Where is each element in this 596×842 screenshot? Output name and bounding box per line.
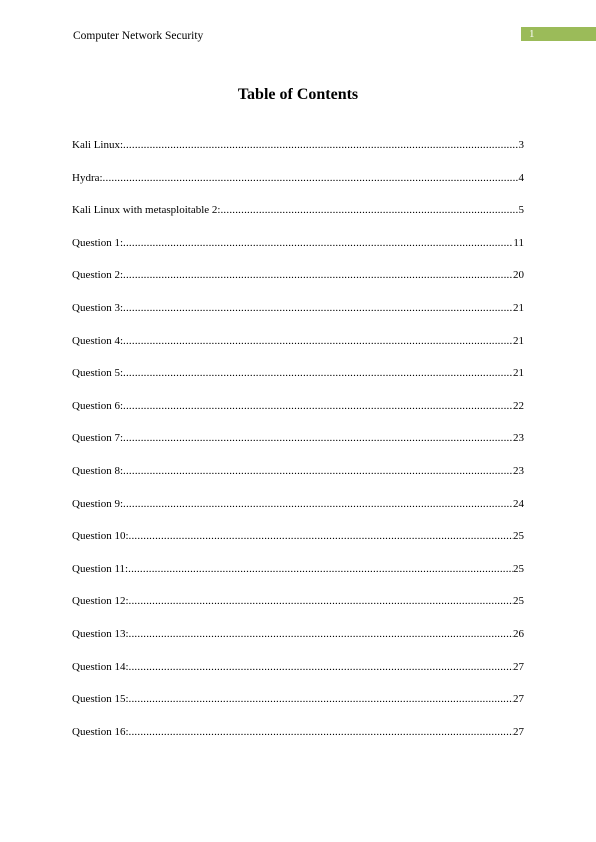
toc-entry-label: Question 6: bbox=[72, 399, 124, 412]
toc-dot-leader bbox=[129, 594, 513, 608]
toc-entry-label: Question 10: bbox=[72, 530, 129, 543]
toc-entry[interactable] bbox=[72, 692, 524, 725]
toc-list bbox=[72, 138, 524, 757]
toc-dot-leader bbox=[129, 725, 513, 739]
toc-entry[interactable] bbox=[72, 627, 524, 660]
toc-dot-leader bbox=[129, 529, 513, 543]
toc-entry-label: Question 2: bbox=[72, 269, 124, 282]
toc-entry[interactable] bbox=[72, 138, 524, 171]
toc-entry-label: Question 16: bbox=[72, 725, 129, 738]
toc-entry-label: Question 3: bbox=[72, 301, 124, 314]
toc-dot-leader bbox=[129, 627, 513, 641]
toc-entry[interactable] bbox=[72, 594, 524, 627]
toc-entry-label: Question 1: bbox=[72, 236, 124, 249]
toc-dot-leader bbox=[128, 562, 513, 576]
toc-entry-page-number: 5 bbox=[518, 204, 524, 217]
toc-entry-label: Question 5: bbox=[72, 367, 124, 380]
toc-entry[interactable] bbox=[72, 301, 524, 334]
toc-dot-leader bbox=[123, 497, 513, 511]
toc-entry-page-number: 21 bbox=[513, 334, 524, 347]
toc-entry-page-number: 4 bbox=[518, 171, 524, 184]
toc-dot-leader bbox=[123, 301, 513, 315]
toc-dot-leader bbox=[129, 660, 513, 674]
toc-entry-page-number: 3 bbox=[518, 139, 524, 151]
toc-entry[interactable] bbox=[72, 529, 524, 562]
running-header-title: Computer Network Security bbox=[73, 30, 204, 42]
toc-entry[interactable] bbox=[72, 464, 524, 497]
toc-dot-leader bbox=[123, 268, 513, 282]
toc-dot-leader bbox=[123, 431, 513, 445]
toc-entry[interactable] bbox=[72, 268, 524, 301]
toc-dot-leader bbox=[123, 334, 513, 348]
toc-entry-label: Question 12: bbox=[72, 595, 129, 608]
page-number-badge: 1 bbox=[521, 27, 596, 41]
toc-entry[interactable] bbox=[72, 660, 524, 693]
toc-entry[interactable] bbox=[72, 399, 524, 432]
toc-entry-page-number: 11 bbox=[513, 236, 524, 249]
toc-entry-label: Kali Linux: bbox=[72, 139, 124, 151]
toc-entry-page-number: 21 bbox=[513, 367, 524, 380]
toc-entry-page-number: 24 bbox=[513, 497, 524, 510]
toc-dot-leader bbox=[129, 692, 513, 706]
toc-entry-page-number: 25 bbox=[513, 595, 524, 608]
toc-entry-page-number: 26 bbox=[513, 627, 524, 640]
toc-entry-label: Question 9: bbox=[72, 497, 124, 510]
toc-entry-page-number: 27 bbox=[513, 725, 524, 738]
toc-entry[interactable] bbox=[72, 366, 524, 399]
toc-entry-label: Hydra: bbox=[72, 171, 103, 184]
toc-entry-page-number: 25 bbox=[513, 530, 524, 543]
toc-entry-label: Question 4: bbox=[72, 334, 124, 347]
toc-entry[interactable] bbox=[72, 171, 524, 204]
toc-entry[interactable] bbox=[72, 725, 524, 758]
toc-entry-page-number: 22 bbox=[513, 399, 524, 412]
toc-entry-label: Question 7: bbox=[72, 432, 124, 445]
toc-entry-page-number: 23 bbox=[513, 432, 524, 445]
toc-entry-page-number: 25 bbox=[513, 562, 524, 575]
toc-dot-leader bbox=[103, 171, 519, 185]
toc-entry-page-number: 27 bbox=[513, 660, 524, 673]
toc-entry[interactable] bbox=[72, 562, 524, 595]
toc-entry-label: Question 14: bbox=[72, 660, 129, 673]
toc-entry-label: Question 15: bbox=[72, 693, 129, 706]
toc-entry-label: Question 11: bbox=[72, 562, 129, 575]
toc-entry[interactable] bbox=[72, 236, 524, 269]
toc-entry[interactable] bbox=[72, 431, 524, 464]
toc-entry-page-number: 27 bbox=[513, 693, 524, 706]
toc-dot-leader bbox=[123, 464, 513, 478]
toc-heading: Table of Contents bbox=[237, 86, 359, 103]
toc-dot-leader bbox=[123, 399, 513, 413]
toc-entry-page-number: 21 bbox=[513, 301, 524, 314]
toc-dot-leader bbox=[220, 203, 518, 217]
toc-dot-leader bbox=[123, 138, 518, 152]
toc-entry[interactable] bbox=[72, 334, 524, 367]
toc-dot-leader bbox=[123, 366, 513, 380]
toc-entry-page-number: 23 bbox=[513, 464, 524, 477]
toc-dot-leader bbox=[123, 236, 513, 250]
toc-entry-label: Question 13: bbox=[72, 627, 129, 640]
toc-entry[interactable] bbox=[72, 497, 524, 530]
toc-entry-label: Question 8: bbox=[72, 464, 124, 477]
toc-entry-page-number: 20 bbox=[513, 269, 524, 282]
toc-entry[interactable] bbox=[72, 203, 524, 236]
toc-entry-label: Kali Linux with metasploitable 2: bbox=[72, 204, 221, 217]
